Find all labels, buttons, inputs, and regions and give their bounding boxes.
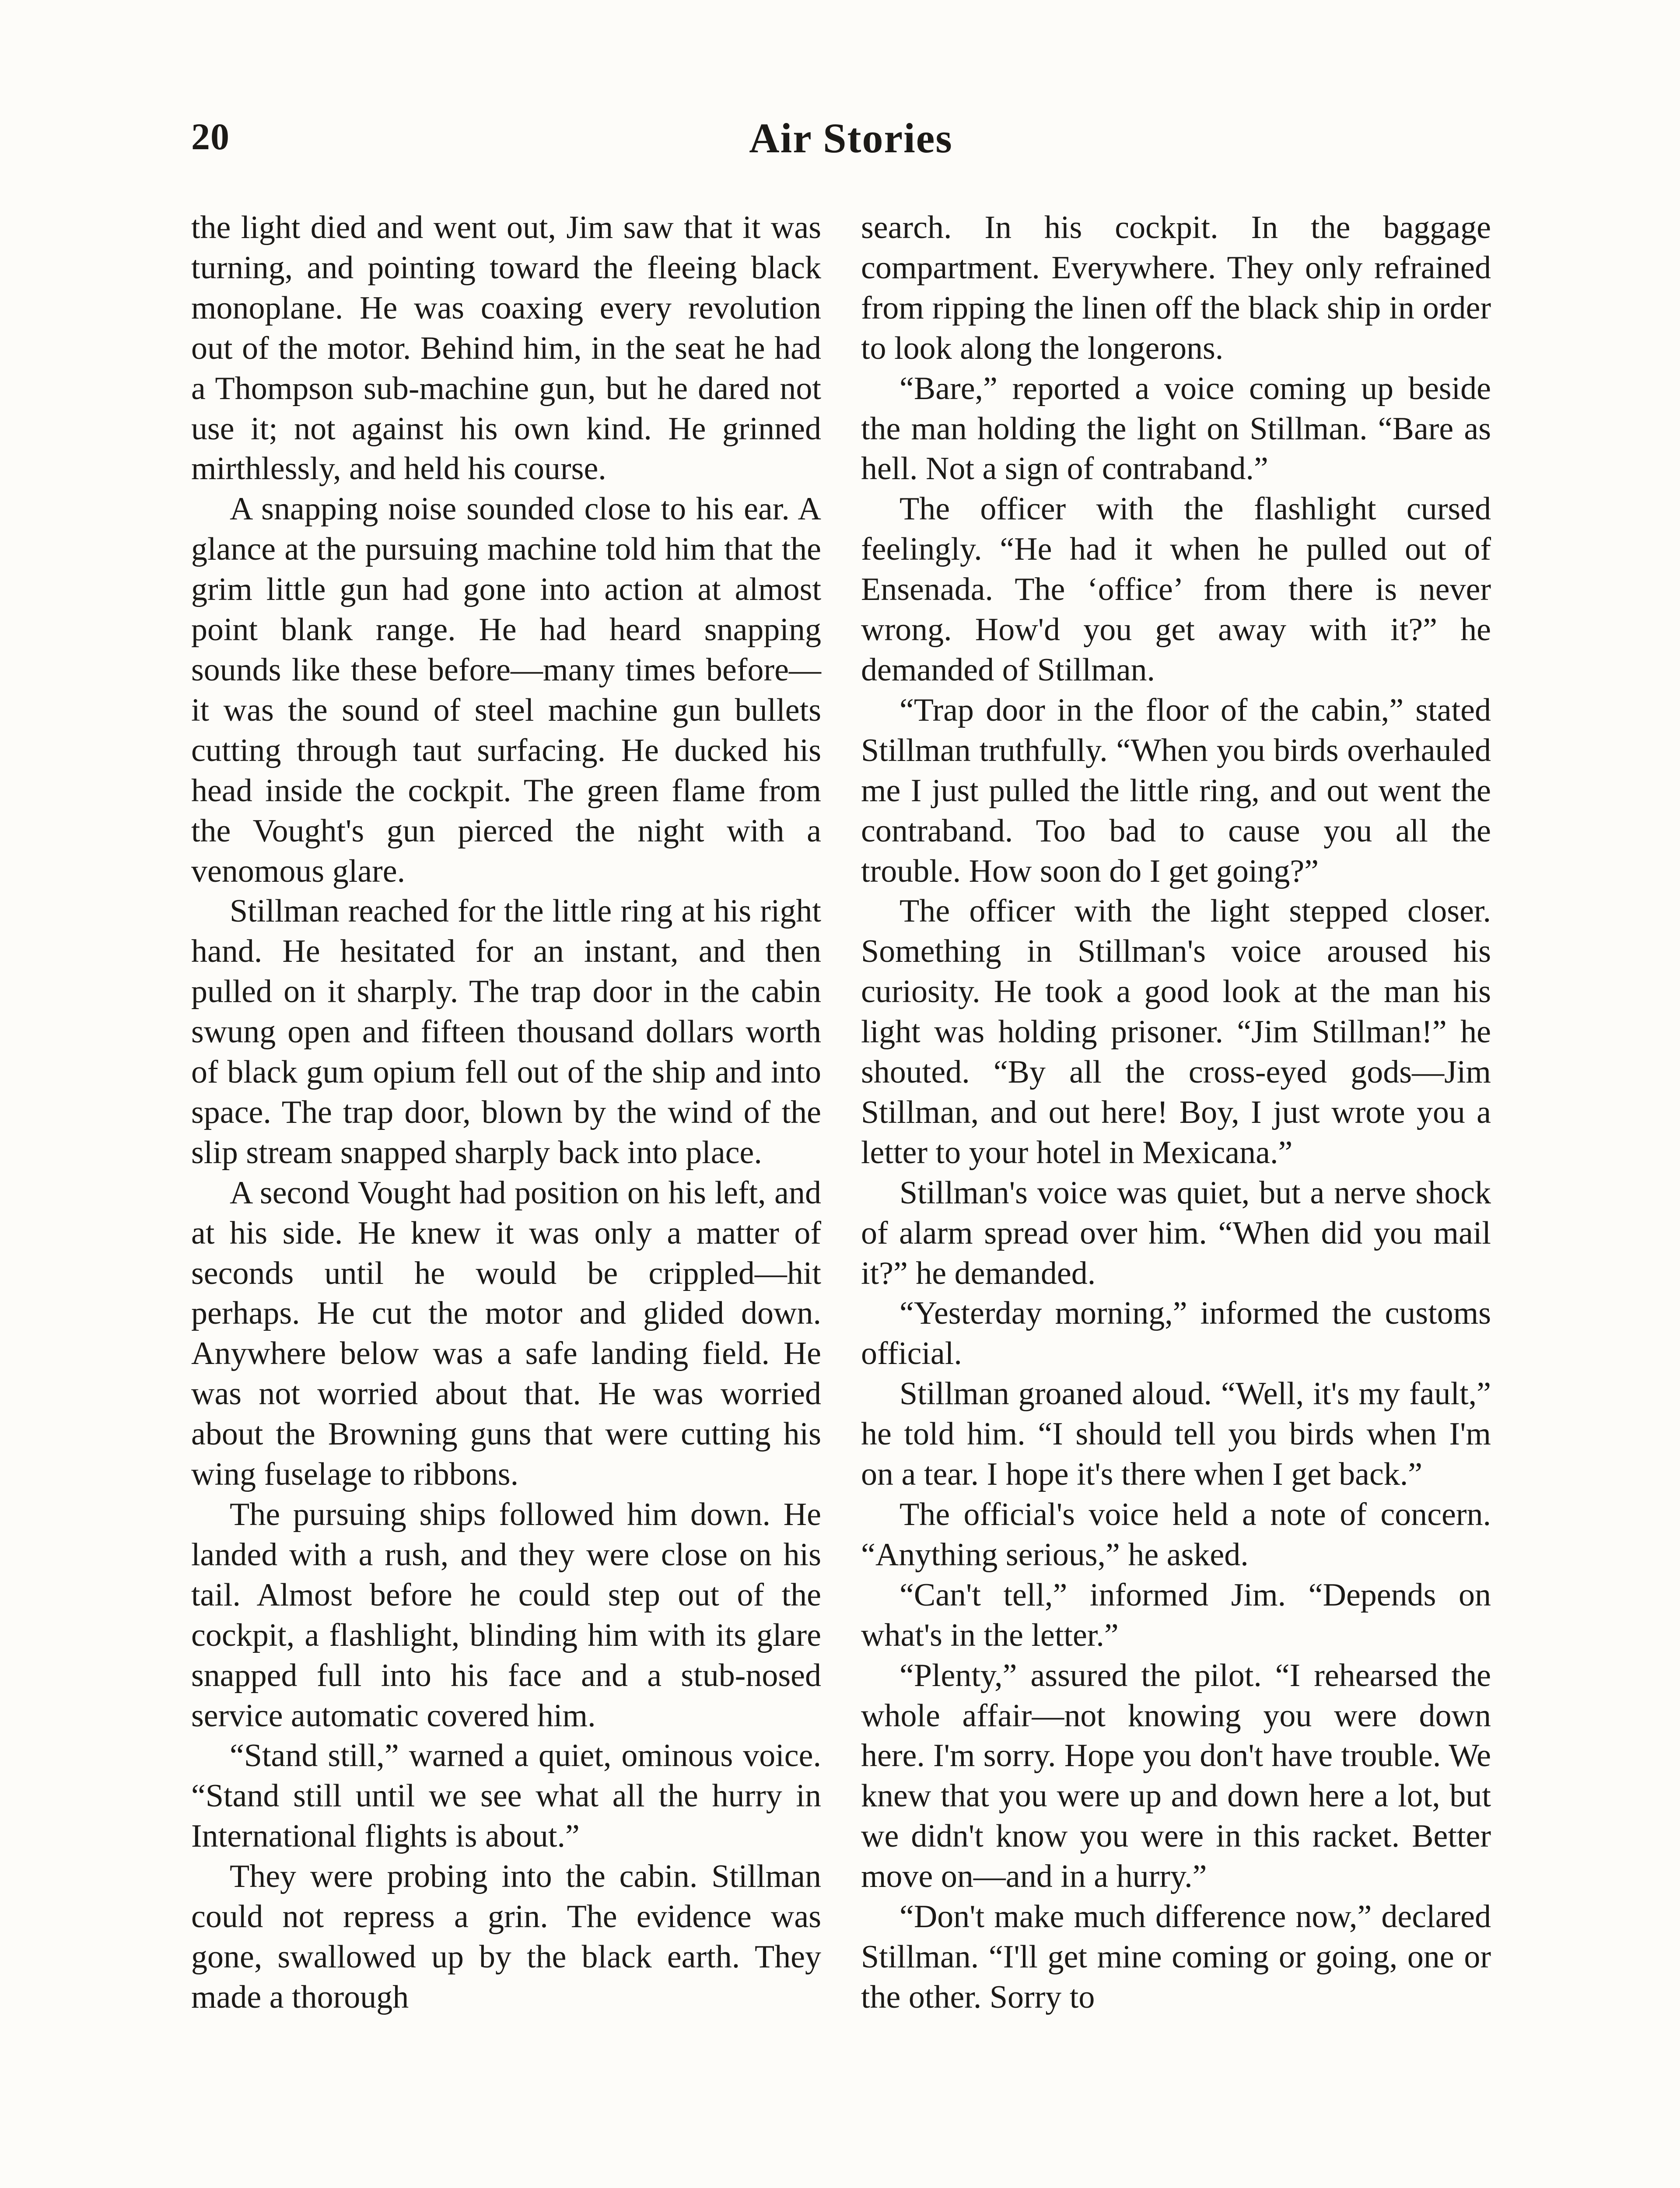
paragraph: “Yesterday morning,” informed the customs official. [861,1295,1491,1372]
paragraph: search. In his cockpit. In the baggage compartment. Everywhere. They only refrained from ripping the linen off the black ship in order to look along the longerons. [861,210,1491,366]
paragraph: Stillman groaned aloud. “Well, it's my fault,” he told him. “I should tell you birds when I'm on a tear. I hope it's there when I get back.” [861,1376,1491,1493]
paragraph: A second Vought had position on his left, and at his side. He knew it was only a matter of seconds until he would be crippled—hit perhaps. He cut the motor and glided down. Anywhere below was a safe landing field. He was not worried about that. He was worried about the Browning guns that were cutting his wing fuselage to ribbons. [191,1175,821,1493]
right-text-column [861,208,1491,2018]
paragraph: The officer with the light stepped closer. Something in Stillman's voice aroused his curiosity. He took a good look at the man his light was holding prisoner. “Jim Stillman!” he shouted. “By all the cross-eyed gods—Jim Stillman, and out here! Boy, I just wrote you a letter to your hotel in Mexicana.” [861,893,1491,1171]
paragraph: “Stand still,” warned a quiet, ominous voice. “Stand still until we see what all the hurry in International flights is about.” [191,1738,821,1855]
paragraph: The official's voice held a note of concern. “Anything serious,” he asked. [861,1497,1491,1573]
paragraph: Stillman's voice was quiet, but a nerve shock of alarm spread over him. “When did you mail it?” he demanded. [861,1175,1491,1291]
page-number: 20 [191,116,230,158]
running-head-title: Air Stories [749,115,953,161]
paragraph: “Bare,” reported a voice coming up beside the man holding the light on Stillman. “Bare as hell. Not a sign of contraband.” [861,370,1491,487]
paragraph: A snapping noise sounded close to his ear. A glance at the pursuing machine told him that the grim little gun had gone into action at almost point blank range. He had heard snapping sounds like these before—many times before—it was the sound of steel machine gun bullets cutting through taut surfacing. He ducked his head inside the cockpit. The green flame from the Vought's gun pierced the night with a venomous glare. [191,491,821,889]
paragraph: “Trap door in the floor of the cabin,” stated Stillman truthfully. “When you birds overhauled me I just pulled the little ring, and out went the contraband. Too bad to cause you all the trouble. How soon do I get going?” [861,692,1491,889]
paragraph: “Don't make much difference now,” declared Stillman. “I'll get mine coming or going, one or the other. Sorry to [861,1899,1491,2015]
paragraph: “Plenty,” assured the pilot. “I rehearsed the whole affair—not knowing you were down here. I'm sorry. Hope you don't have trouble. We knew that you were up and down here a lot, but we didn't know you were in this racket. Better move on—and in a hurry.” [861,1657,1491,1895]
paragraph: They were probing into the cabin. Stillman could not repress a grin. The evidence was gone, swallowed up by the black earth. They made a thorough [191,1858,821,2015]
paragraph: the light died and went out, Jim saw that it was turning, and pointing toward the fleeing black monoplane. He was coaxing every revolution out of the motor. Behind him, in the seat he had a Thompson sub-machine gun, but he dared not use it; not against his own kind. He grinned mirthlessly, and held his course. [191,210,821,487]
paragraph: Stillman reached for the little ring at his right hand. He hesitated for an instant, and then pulled on it sharply. The trap door in the cabin swung open and fifteen thousand dollars worth of black gum opium fell out of the ship and into space. The trap door, blown by the wind of the slip stream snapped sharply back into place. [191,893,821,1171]
left-text-column [191,208,821,2018]
paragraph: The officer with the flashlight cursed feelingly. “He had it when he pulled out of Ensenada. The ‘office’ from there is never wrong. How'd you get away with it?” he demanded of Stillman. [861,491,1491,688]
paragraph: The pursuing ships followed him down. He landed with a rush, and they were close on his tail. Almost before he could step out of the cockpit, a flashlight, blinding him with its glare snapped full into his face and a stub-nosed service automatic covered him. [191,1497,821,1734]
page-header [191,109,1511,166]
paragraph: “Can't tell,” informed Jim. “Depends on what's in the letter.” [861,1577,1491,1653]
